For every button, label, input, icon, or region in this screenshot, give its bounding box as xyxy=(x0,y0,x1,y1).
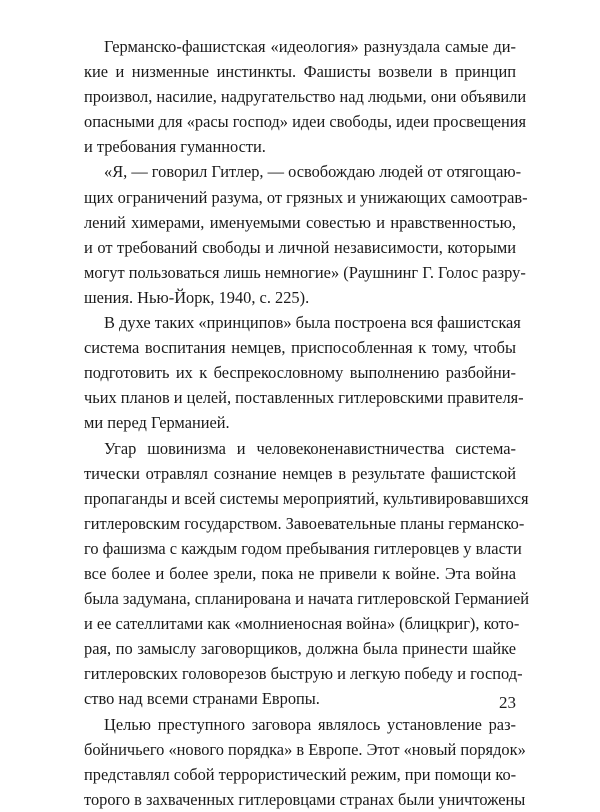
paragraph-4 xyxy=(84,436,529,712)
text-line: была задумана, спланирована и начата гитлеровской Германией xyxy=(84,589,529,609)
text-line: и ее сателлитами как «молниеносная война» (блицкриг), кото- xyxy=(84,614,520,634)
text-line: чьих планов и целей, поставленных гитлеровскими правителя- xyxy=(84,388,524,408)
text-line: произвол, насилие, надругательство над людьми, они объявили xyxy=(84,87,527,107)
text-line: пропаганды и всей системы мероприятий, культивировавшихся xyxy=(84,488,529,508)
text-line: кие и низменные инстинкты. Фашисты возвели в принцип xyxy=(84,62,516,82)
text-line: гитлеровских головорезов быструю и легкую победу и господ- xyxy=(84,664,523,684)
text-line: система воспитания немцев, приспособленная к тому, чтобы xyxy=(84,338,516,358)
text-line: могут пользоваться лишь немногие» (Раушнинг Г. Голос разру- xyxy=(84,262,526,282)
text-line: гитлеровским государством. Завоевательные планы германско- xyxy=(84,513,525,533)
text-line: лений химерами, именуемыми совестью и нравственностью, xyxy=(84,212,516,232)
text-line: ми перед Германией. xyxy=(84,413,230,433)
text-line: торого в захваченных гитлеровцами странах были уничтожены xyxy=(84,789,526,809)
text-line: и требования гуманности. xyxy=(84,137,266,157)
paragraph-5 xyxy=(84,712,526,812)
text-line: Германско-фашистская «идеология» разнуздала самые ди- xyxy=(104,37,516,56)
text-line: шения. Нью-Йорк, 1940, с. 225). xyxy=(84,287,310,307)
text-line: го фашизма с каждым годом пребывания гитлеровцев у власти xyxy=(84,538,522,558)
text-line: В духе таких «принципов» была построена вся фашистская xyxy=(104,313,521,333)
text-line: опасными для «расы господ» идеи свободы, идеи просвещения xyxy=(84,112,527,132)
text-line: все более и более зрели, пока не привели к войне. Эта война xyxy=(84,563,516,583)
text-line: «Я, — говорил Гитлер, — освобождаю людей от отягощаю- xyxy=(104,162,522,182)
paragraph-3 xyxy=(84,310,524,435)
paragraph-1 xyxy=(84,34,527,159)
text-line: представлял собой террористический режим, при помощи ко- xyxy=(84,764,517,784)
text-line: тически отравлял сознание немцев в результате фашистской xyxy=(84,463,516,483)
page-number: 23 xyxy=(499,693,516,712)
text-line: бойничьего «нового порядка» в Европе. Этот «новый порядок» xyxy=(84,739,526,759)
text-line: рая, по замыслу заговорщиков, должна была принести шайке xyxy=(84,639,516,659)
page-body xyxy=(84,34,529,812)
text-line: Целью преступного заговора являлось установление раз- xyxy=(104,714,516,734)
text-line: Угар шовинизма и человеконенавистничества система- xyxy=(104,438,516,458)
paragraph-2 xyxy=(84,159,528,310)
text-line: и от требований свободы и личной независимости, которыми xyxy=(84,237,516,257)
text-line: подготовить их к беспрекословному выполнению разбойни- xyxy=(84,363,516,383)
text-line: щих ограничений разума, от грязных и унижающих самоотрав- xyxy=(84,187,528,207)
text-line: ство над всеми странами Европы. xyxy=(84,689,320,709)
